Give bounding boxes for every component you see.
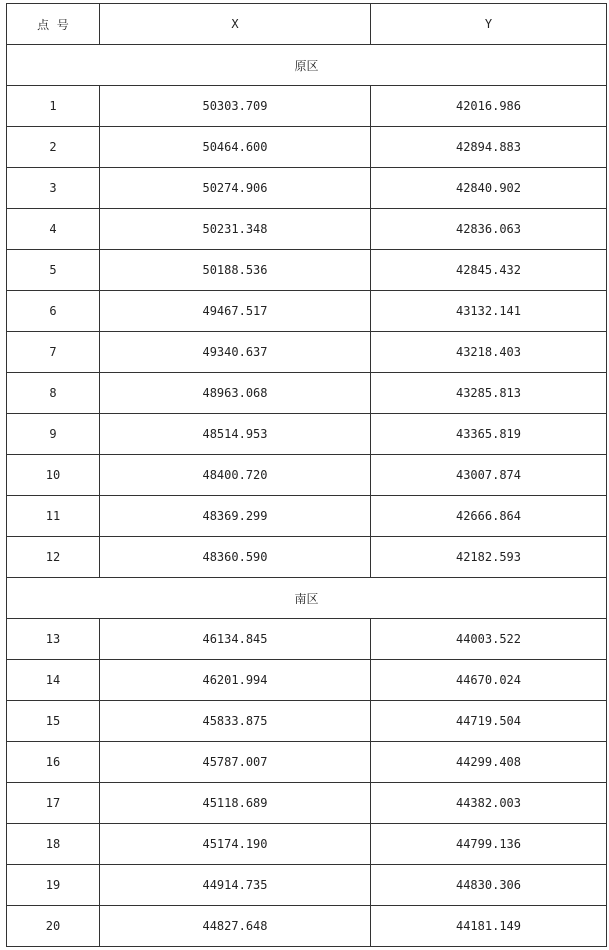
coordinates-table (6, 3, 607, 947)
cell-point-id: 5 (7, 250, 100, 291)
table-row (7, 455, 607, 496)
cell-point-id: 4 (7, 209, 100, 250)
cell-x: 45787.007 (100, 742, 371, 783)
table-row (7, 824, 607, 865)
cell-point-id: 13 (7, 619, 100, 660)
table-row (7, 906, 607, 947)
cell-point-id: 17 (7, 783, 100, 824)
table-row (7, 127, 607, 168)
cell-x: 45118.689 (100, 783, 371, 824)
cell-x: 50464.600 (100, 127, 371, 168)
cell-y: 42182.593 (371, 537, 607, 578)
cell-x: 48369.299 (100, 496, 371, 537)
cell-y: 44382.003 (371, 783, 607, 824)
cell-x: 50188.536 (100, 250, 371, 291)
cell-point-id: 6 (7, 291, 100, 332)
cell-y: 43285.813 (371, 373, 607, 414)
section-title: 南区 (7, 578, 607, 619)
cell-x: 49467.517 (100, 291, 371, 332)
section-row (7, 578, 607, 619)
cell-point-id: 19 (7, 865, 100, 906)
cell-x: 49340.637 (100, 332, 371, 373)
cell-y: 42836.063 (371, 209, 607, 250)
cell-y: 42845.432 (371, 250, 607, 291)
cell-x: 44827.648 (100, 906, 371, 947)
table-row (7, 619, 607, 660)
cell-point-id: 10 (7, 455, 100, 496)
cell-point-id: 20 (7, 906, 100, 947)
table-row (7, 783, 607, 824)
cell-x: 48963.068 (100, 373, 371, 414)
table-row (7, 291, 607, 332)
header-point-id: 点 号 (7, 4, 100, 45)
header-y: Y (371, 4, 607, 45)
table-row (7, 742, 607, 783)
cell-y: 43007.874 (371, 455, 607, 496)
cell-point-id: 14 (7, 660, 100, 701)
section-title: 原区 (7, 45, 607, 86)
cell-point-id: 7 (7, 332, 100, 373)
table-row (7, 168, 607, 209)
cell-y: 43132.141 (371, 291, 607, 332)
cell-point-id: 11 (7, 496, 100, 537)
cell-y: 44003.522 (371, 619, 607, 660)
cell-point-id: 1 (7, 86, 100, 127)
table-row (7, 332, 607, 373)
cell-point-id: 3 (7, 168, 100, 209)
cell-x: 48360.590 (100, 537, 371, 578)
table-row (7, 86, 607, 127)
cell-point-id: 2 (7, 127, 100, 168)
cell-y: 42840.902 (371, 168, 607, 209)
cell-y: 44799.136 (371, 824, 607, 865)
table-row (7, 865, 607, 906)
cell-x: 50231.348 (100, 209, 371, 250)
table-row (7, 414, 607, 455)
table-row (7, 250, 607, 291)
cell-y: 44719.504 (371, 701, 607, 742)
header-row (7, 4, 607, 45)
cell-y: 44830.306 (371, 865, 607, 906)
table-row (7, 209, 607, 250)
cell-x: 46201.994 (100, 660, 371, 701)
cell-x: 48400.720 (100, 455, 371, 496)
header-x: X (100, 4, 371, 45)
cell-point-id: 16 (7, 742, 100, 783)
cell-point-id: 18 (7, 824, 100, 865)
cell-point-id: 9 (7, 414, 100, 455)
table-row (7, 373, 607, 414)
section-row (7, 45, 607, 86)
cell-x: 50303.709 (100, 86, 371, 127)
cell-x: 44914.735 (100, 865, 371, 906)
cell-y: 43218.403 (371, 332, 607, 373)
table-row (7, 701, 607, 742)
table-row (7, 496, 607, 537)
cell-y: 43365.819 (371, 414, 607, 455)
cell-point-id: 15 (7, 701, 100, 742)
cell-y: 44299.408 (371, 742, 607, 783)
cell-x: 45833.875 (100, 701, 371, 742)
cell-x: 45174.190 (100, 824, 371, 865)
cell-y: 44181.149 (371, 906, 607, 947)
cell-x: 50274.906 (100, 168, 371, 209)
table-row (7, 660, 607, 701)
cell-y: 42894.883 (371, 127, 607, 168)
cell-x: 48514.953 (100, 414, 371, 455)
cell-y: 42666.864 (371, 496, 607, 537)
cell-y: 44670.024 (371, 660, 607, 701)
cell-point-id: 8 (7, 373, 100, 414)
cell-x: 46134.845 (100, 619, 371, 660)
table-row (7, 537, 607, 578)
cell-y: 42016.986 (371, 86, 607, 127)
cell-point-id: 12 (7, 537, 100, 578)
